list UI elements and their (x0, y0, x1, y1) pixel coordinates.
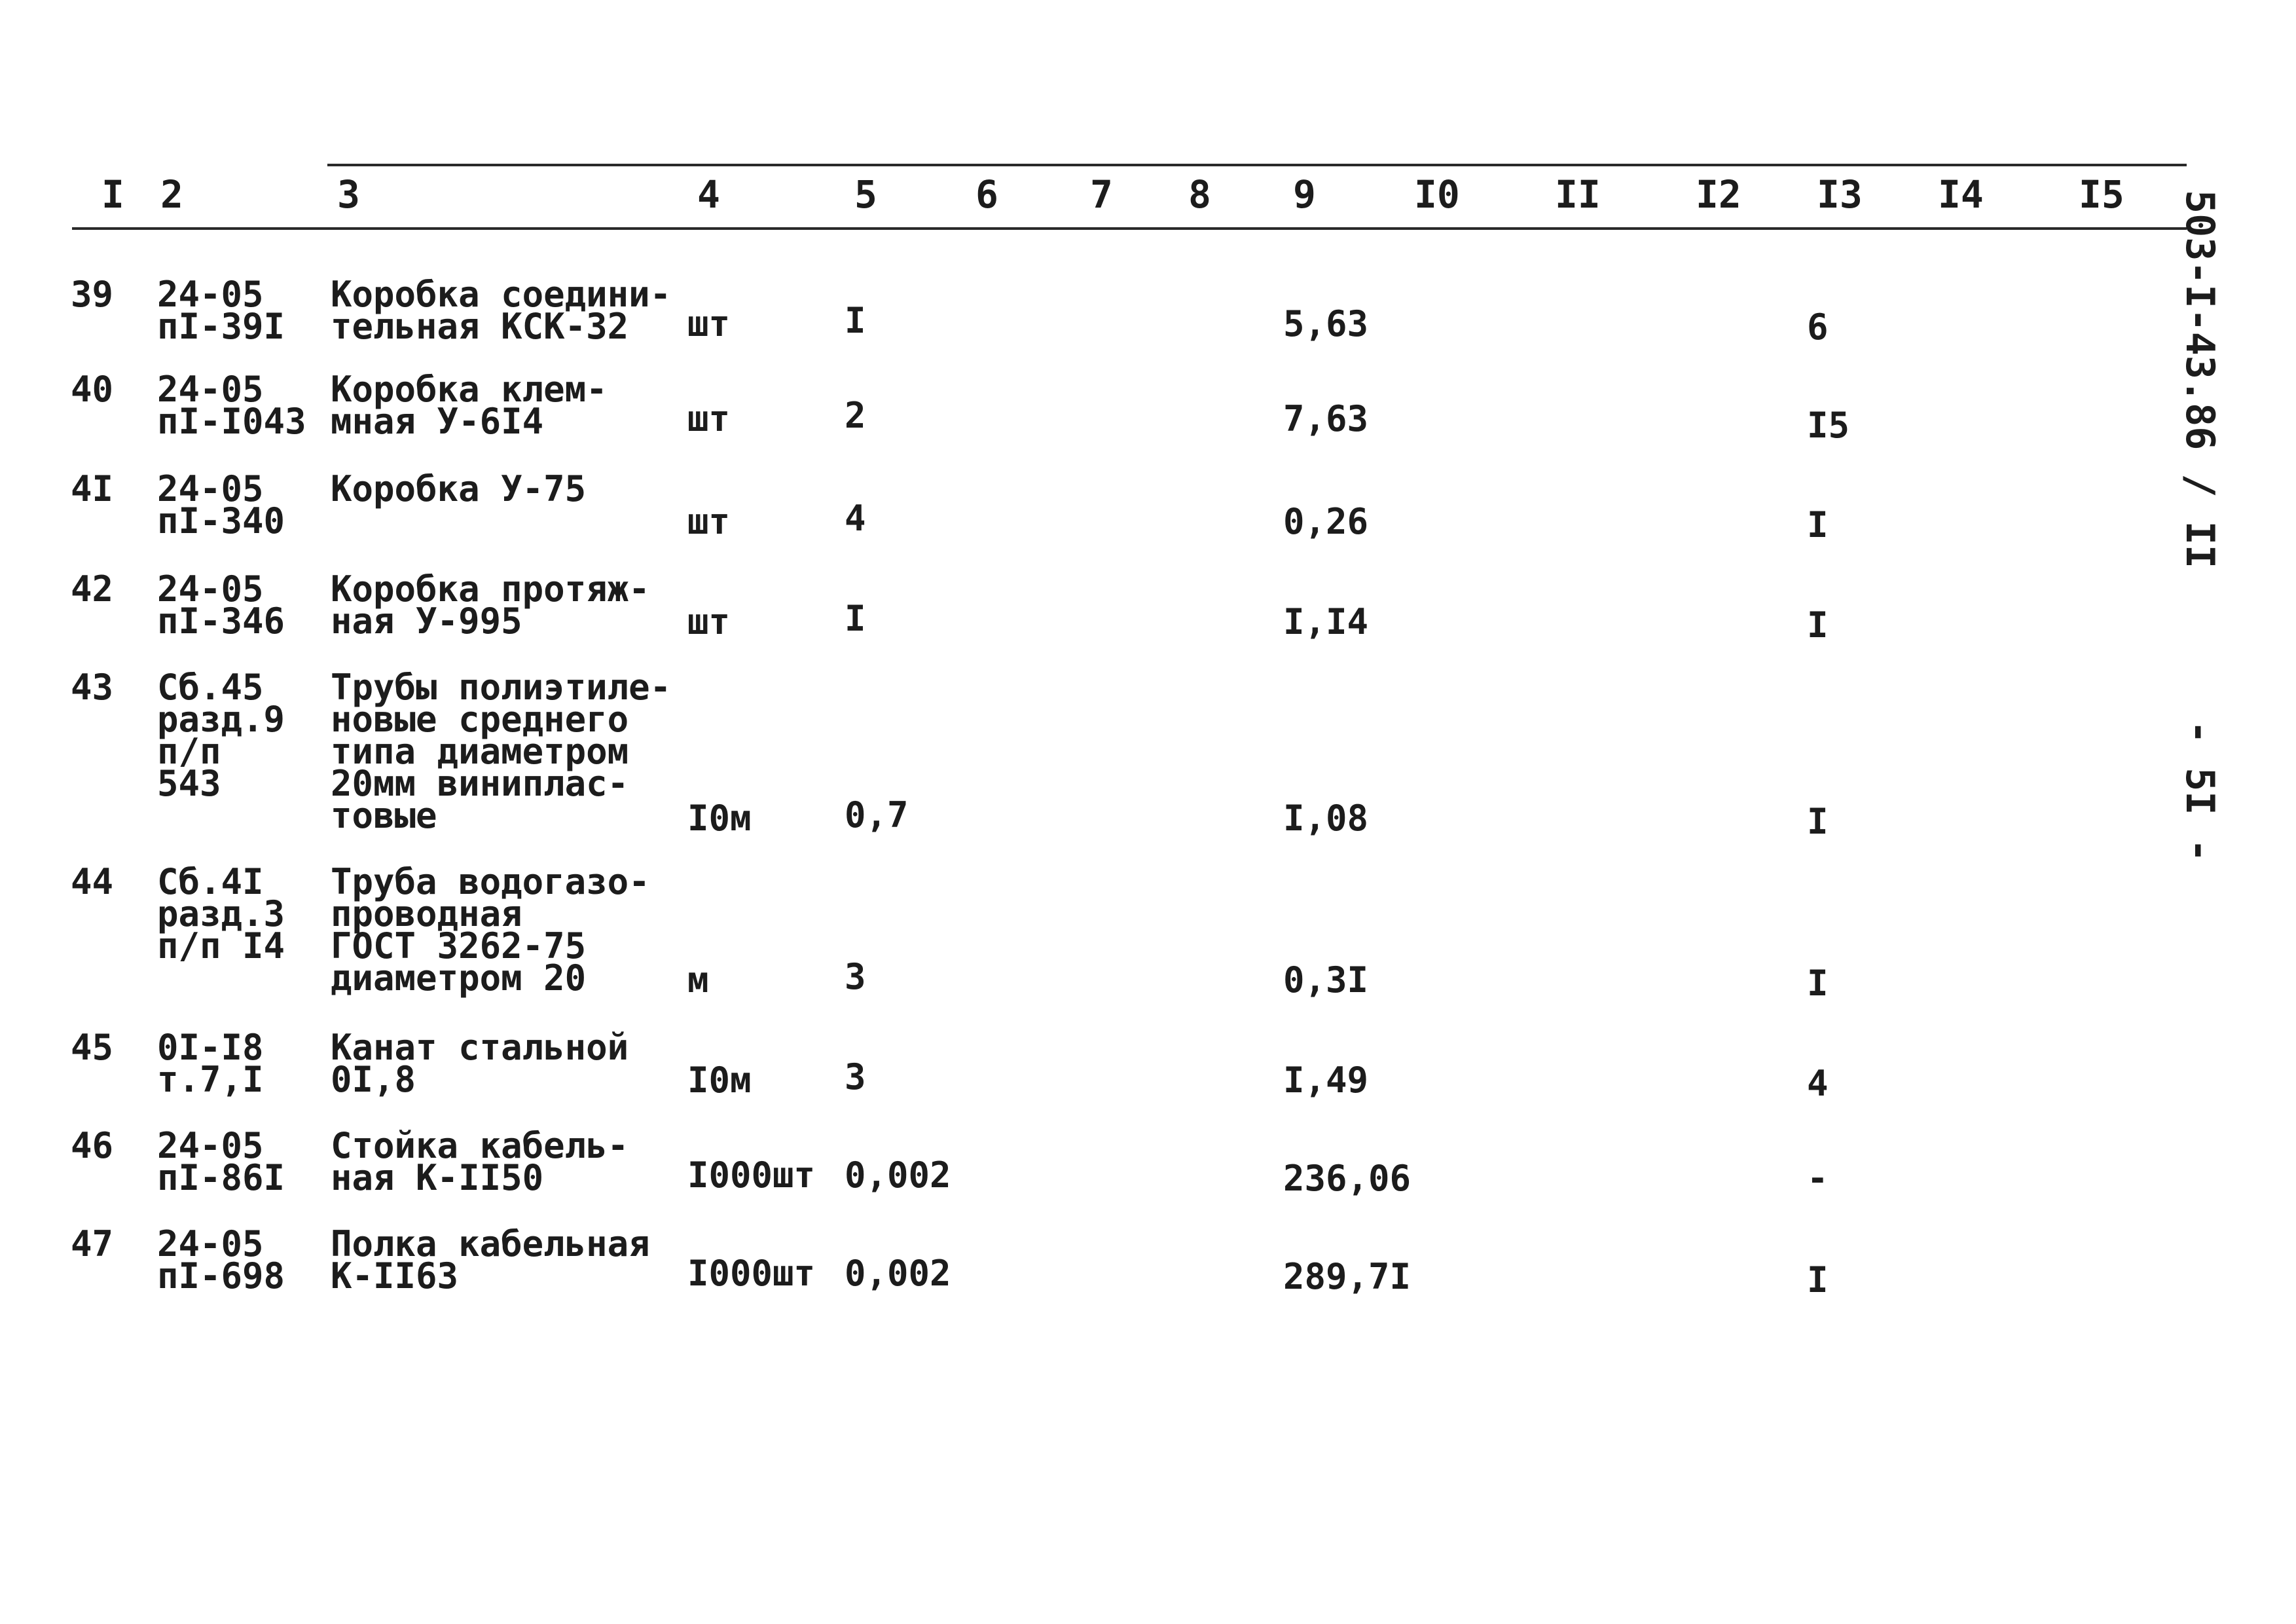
column-header-3: 3 (337, 172, 360, 217)
row-unit: I0м (687, 1060, 752, 1101)
row-price: I,49 (1283, 1060, 1369, 1101)
column-header-1: I (101, 172, 124, 217)
row-number: 44 (71, 861, 114, 902)
column-header-14: I4 (1938, 172, 1984, 217)
row-quantity: 3 (845, 956, 866, 997)
row-price: I,I4 (1283, 601, 1369, 642)
row-code: 24-05 пI-86I (157, 1125, 285, 1198)
row-name: Стойка кабель- ная К-II50 (331, 1125, 629, 1198)
row-col13: 4 (1807, 1063, 1829, 1104)
row-unit: I0м (687, 798, 752, 839)
column-header-5: 5 (854, 172, 877, 217)
row-unit: шт (687, 501, 731, 542)
row-number: 39 (71, 274, 114, 315)
row-number: 43 (71, 667, 114, 708)
document-code: 503-I-43.86 / II (2177, 190, 2223, 568)
column-header-4: 4 (697, 172, 720, 217)
row-unit: I000шт (687, 1154, 816, 1196)
row-unit: м (687, 959, 709, 1001)
row-col13: I (1807, 1259, 1829, 1301)
row-unit: шт (687, 601, 731, 642)
row-code: 24-05 пI-340 (157, 468, 285, 542)
row-name: Коробка У-75 (331, 468, 587, 509)
row-price: 0,26 (1283, 501, 1369, 542)
row-unit: шт (687, 303, 731, 344)
row-unit: шт (687, 398, 731, 439)
row-quantity: 0,002 (845, 1253, 951, 1294)
row-name: Коробка клем- мная У-6I4 (331, 369, 608, 442)
row-col13: I (1807, 504, 1829, 545)
row-col13: - (1807, 1158, 1829, 1199)
row-quantity: 4 (845, 498, 866, 539)
row-price: I,08 (1283, 798, 1369, 839)
row-quantity: I (845, 598, 866, 639)
row-number: 47 (71, 1223, 114, 1264)
row-unit: I000шт (687, 1253, 816, 1294)
row-quantity: 0,002 (845, 1154, 951, 1196)
column-header-8: 8 (1188, 172, 1211, 217)
row-quantity: 0,7 (845, 794, 909, 836)
row-number: 4I (71, 468, 114, 509)
row-number: 45 (71, 1027, 114, 1068)
row-name: Полка кабельная К-II63 (331, 1223, 650, 1297)
row-code: 24-05 пI-698 (157, 1223, 285, 1297)
row-price: 0,3I (1283, 959, 1369, 1001)
row-col13: I (1807, 801, 1829, 842)
row-code: Сб.45 разд.9 п/п 543 (157, 667, 285, 804)
row-code: 24-05 пI-I043 (157, 369, 306, 442)
row-name: Коробка протяж- ная У-995 (331, 568, 650, 642)
row-number: 46 (71, 1125, 114, 1166)
column-header-6: 6 (975, 172, 998, 217)
row-code: 24-05 пI-346 (157, 568, 285, 642)
row-number: 42 (71, 568, 114, 610)
row-col13: I (1807, 604, 1829, 646)
row-name: Труба водогазо- проводная ГОСТ 3262-75 диаметром 20 (331, 861, 650, 999)
row-price: 236,06 (1283, 1158, 1412, 1199)
row-price: 289,7I (1283, 1256, 1412, 1297)
row-code: 0I-I8 т.7,I (157, 1027, 264, 1100)
row-quantity: I (845, 300, 866, 341)
row-price: 7,63 (1283, 398, 1369, 439)
column-header-10: I0 (1414, 172, 1460, 217)
header-top-rule (327, 164, 2187, 166)
page-number: - 5I - (2177, 720, 2223, 862)
column-header-9: 9 (1293, 172, 1316, 217)
row-price: 5,63 (1283, 303, 1369, 344)
column-header-2: 2 (160, 172, 183, 217)
column-header-15: I5 (2079, 172, 2124, 217)
row-quantity: 2 (845, 395, 866, 436)
row-col13: I5 (1807, 405, 1850, 446)
column-header-7: 7 (1090, 172, 1113, 217)
row-quantity: 3 (845, 1056, 866, 1098)
row-name: Канат стальной 0I,8 (331, 1027, 629, 1100)
column-header-11: II (1555, 172, 1601, 217)
column-header-13: I3 (1817, 172, 1863, 217)
column-header-12: I2 (1696, 172, 1741, 217)
row-code: 24-05 пI-39I (157, 274, 285, 347)
row-number: 40 (71, 369, 114, 410)
header-bottom-rule (72, 227, 2187, 230)
row-col13: I (1807, 963, 1829, 1004)
row-code: Сб.4I разд.3 п/п I4 (157, 861, 285, 967)
row-name: Трубы полиэтиле- новые среднего типа диаметром 20мм виниплас- товые (331, 667, 672, 836)
row-col13: 6 (1807, 306, 1829, 348)
row-name: Коробка соедини- тельная КСК-32 (331, 274, 672, 347)
